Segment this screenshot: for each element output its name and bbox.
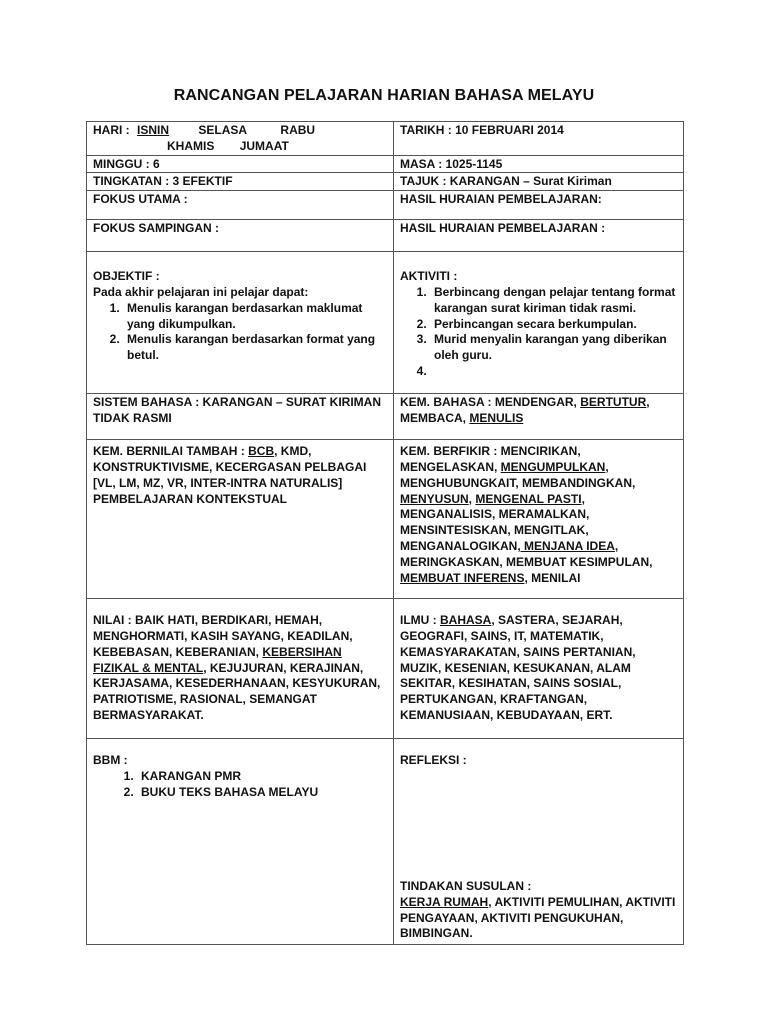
table-row — [87, 191, 684, 220]
kem-bahasa-menulis: MENULIS — [469, 410, 524, 425]
kem-berfikir-text: , MENILAI — [524, 570, 581, 585]
fokus-sampingan-cell: FOKUS SAMPINGAN : — [87, 220, 394, 252]
hasil-huraian-2-cell: HASIL HURAIAN PEMBELAJARAN : — [394, 220, 684, 252]
list-item — [430, 364, 677, 380]
fokus-utama-cell: FOKUS UTAMA : — [87, 191, 394, 220]
kem-bahasa-bertutur: BERTUTUR — [580, 395, 647, 410]
day-khamis: KHAMIS — [167, 138, 215, 153]
tindakan-susulan — [400, 879, 677, 942]
tindakan-text — [400, 895, 677, 942]
kem-berfikir-text: KEM. BERFIKIR : MENCIRIKAN, MENGELASKAN, — [400, 444, 581, 474]
kem-berfikir-cell — [394, 440, 684, 599]
kem-berfikir-underlined: , MENJANA IDEA — [517, 538, 615, 553]
table-row — [87, 173, 684, 191]
objektif-intro: Pada akhir pelajaran ini pelajar dapat: — [93, 284, 309, 299]
list-item: 2. BUKU TEKS BAHASA MELAYU — [137, 785, 387, 801]
aktiviti-list — [400, 285, 677, 380]
kem-berfikir-text: , — [468, 491, 476, 506]
table-row — [87, 599, 684, 739]
page-title: RANCANGAN PELAJARAN HARIAN BAHASA MELAYU — [173, 87, 595, 104]
tindakan-underlined: KERJA RUMAH — [400, 894, 489, 909]
ilmu-text: ILMU : — [400, 613, 440, 628]
refleksi-cell — [394, 739, 684, 945]
objektif-label: OBJEKTIF : — [93, 269, 160, 284]
minggu-cell: MINGGU : 6 — [87, 155, 394, 173]
hari-line-2 — [93, 139, 387, 155]
hasil-huraian-1-cell: HASIL HURAIAN PEMBELAJARAN: — [394, 191, 684, 220]
kem-berfikir-underlined: MEMBUAT INFERENS — [400, 570, 525, 585]
kem-berfikir-text: , MENGHUBUNGKAIT, MEMBANDINGKAN, — [400, 459, 636, 490]
table-row — [87, 155, 684, 173]
kem-bahasa-cell — [394, 394, 684, 440]
list-item: 1. Berbincang dengan pelajar tentang format karangan surat kiriman tidak rasmi. — [430, 285, 677, 317]
hari-label: HARI : — [93, 123, 130, 137]
tarikh-cell: TARIKH : 10 FEBRUARI 2014 — [394, 122, 684, 156]
ilmu-cell — [394, 599, 684, 739]
hari-cell — [87, 122, 394, 156]
bbm-label: BBM : — [93, 753, 128, 768]
day-rabu: RABU — [280, 123, 316, 137]
list-item: 3. Murid menyalin karangan yang diberikan oleh guru. — [430, 332, 677, 364]
nilai-text: , KEJUJURAN, KERAJINAN, KERJASAMA, KESEDERHANAAN, KESYUKURAN, PATRIOTISME, RASIONAL, SEMANGAT BERMASYARAKAT. — [93, 660, 381, 722]
day-isnin: ISNIN — [137, 123, 170, 137]
tindakan-rest: , AKTIVITI PEMULIHAN, AKTIVITI PENGAYAAN, AKTIVITI PENGUKUHAN, BIMBINGAN. — [400, 894, 676, 941]
nilai-text: NILAI : BAIK HATI, BERDIKARI, HEMAH, MENGHORMATI, KASIH SAYANG, KEADILAN, KEBEBASAN, KEBERANIAN, — [93, 613, 353, 659]
aktiviti-cell — [394, 252, 684, 394]
table-row — [87, 440, 684, 599]
kem-berfikir-text: , MENGANALISIS, MERAMALKAN, MENSINTESISKAN, MENGITLAK, MENGANALOGIKAN — [400, 491, 590, 553]
lesson-plan-table — [86, 121, 684, 945]
kem-berfikir-underlined: MENYUSUN — [400, 491, 469, 506]
aktiviti-label: AKTIVITI : — [400, 269, 458, 284]
refleksi-label: REFLEKSI : — [400, 753, 467, 768]
bbm-list — [93, 769, 387, 801]
kem-bernilai-line1 — [93, 444, 387, 476]
kem-bernilai-rest: , KMD, KONSTRUKTIVISME, KECERGASAN PELBAGAI — [93, 444, 367, 474]
table-row — [87, 122, 684, 156]
tindakan-label: TINDAKAN SUSULAN : — [400, 879, 532, 893]
kem-bernilai-bcb: BCB — [248, 444, 275, 459]
tingkatan-cell: TINGKATAN : 3 EFEKTIF — [87, 173, 394, 191]
table-row — [87, 252, 684, 394]
day-jumaat: JUMAAT — [239, 138, 289, 153]
list-item: 2. Perbincangan secara berkumpulan. — [430, 317, 677, 333]
kem-berfikir-underlined: MENGUMPULKAN — [500, 459, 606, 474]
tajuk-cell: TAJUK : KARANGAN – Surat Kiriman — [394, 173, 684, 191]
sistem-bahasa-cell: SISTEM BAHASA : KARANGAN – SURAT KIRIMAN TIDAK RASMI — [87, 394, 394, 440]
kem-bahasa-prefix: KEM. BAHASA : MENDENGAR, — [400, 395, 581, 410]
list-item: 1. Menulis karangan berdasarkan maklumat yang dikumpulkan. — [123, 301, 387, 333]
kem-bahasa-middle: , MEMBACA, — [400, 395, 650, 425]
table-row — [87, 739, 684, 945]
nilai-underlined: KEBERSIHAN FIZIKAL & MENTAL — [93, 644, 342, 675]
kem-bernilai-prefix: KEM. BERNILAI TAMBAH : — [93, 444, 249, 459]
kem-berfikir-text: , MERINGKASKAN, MEMBUAT KESIMPULAN, — [400, 538, 653, 569]
table-row — [87, 394, 684, 440]
kem-bernilai-line2: [VL, LM, MZ, VR, INTER-INTRA NATURALIS] — [93, 475, 343, 490]
list-item: 1. KARANGAN PMR — [137, 769, 387, 785]
nilai-cell — [87, 599, 394, 739]
objektif-cell — [87, 252, 394, 394]
list-item: 2. Menulis karangan berdasarkan format yang betul. — [123, 332, 387, 364]
kem-bernilai-cell — [87, 440, 394, 599]
bbm-cell — [87, 739, 394, 945]
day-selasa: SELASA — [198, 123, 248, 137]
kem-berfikir-underlined: MENGENAL PASTI — [475, 491, 582, 506]
ilmu-underlined: BAHASA — [440, 613, 492, 628]
ilmu-text: , SASTERA, SEJARAH, GEOGRAFI, SAINS, IT, MATEMATIK, KEMASYARAKATAN, SAINS PERTANIAN, MUZIK, KESENIAN, KESUKANAN, ALAM SEKITAR, KESIHATAN, SAINS SOSIAL, PERTUKANGAN, KRAFTANGAN, KEMANUSIAAN, KEBUDAYAAN, ERT. — [400, 613, 636, 722]
masa-cell: MASA : 1025-1145 — [394, 155, 684, 173]
kem-bernilai-line3: PEMBELAJARAN KONTEKSTUAL — [93, 491, 288, 506]
table-row — [87, 220, 684, 252]
objektif-list — [93, 301, 387, 364]
hari-line-1 — [93, 123, 387, 139]
